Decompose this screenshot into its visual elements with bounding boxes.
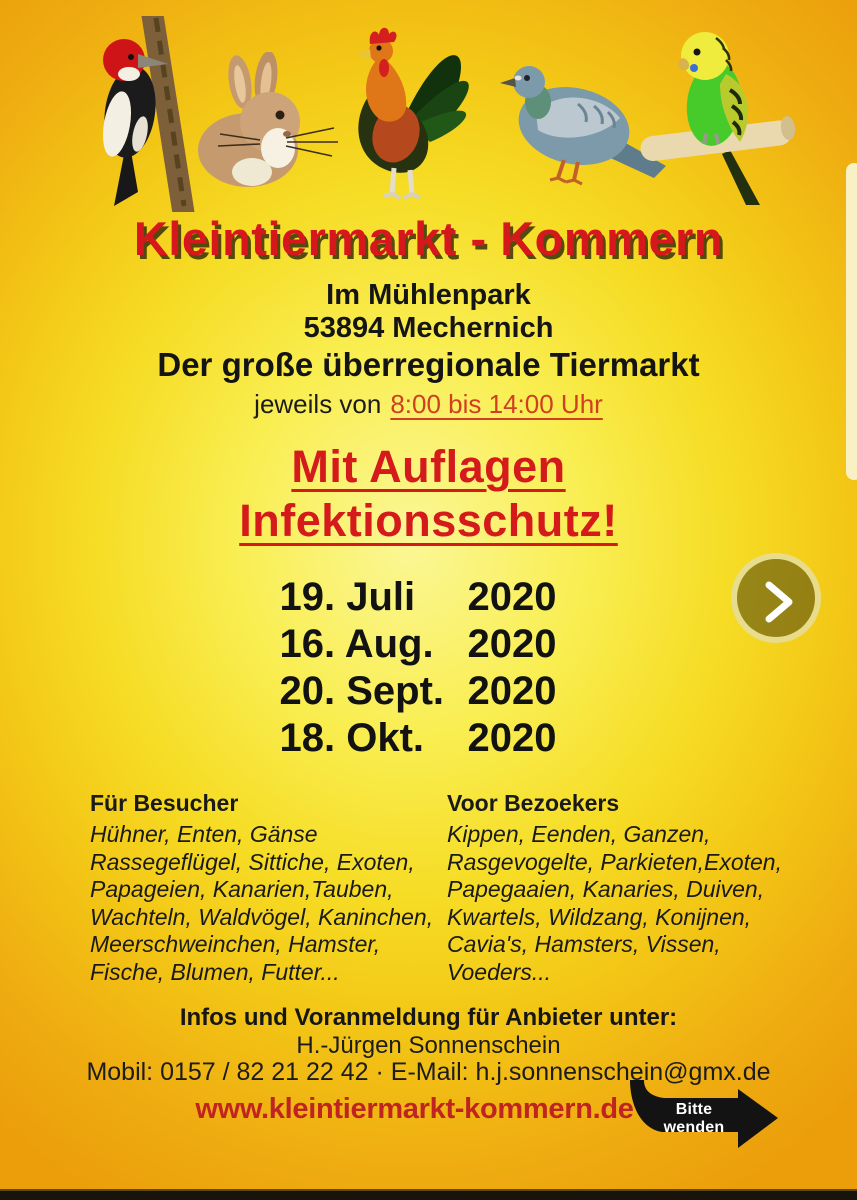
flyer-title: Kleintiermarkt - Kommern <box>133 212 724 265</box>
contact-name: H.-Jürgen Sonnenschein <box>296 1032 561 1059</box>
date-day-month: 16. Aug. <box>279 622 434 666</box>
opening-hours-prefix: jeweils von <box>254 389 382 419</box>
date-year: 2020 <box>467 669 557 713</box>
location-line1: Im Mühlenpark <box>326 279 531 311</box>
next-image-button[interactable] <box>731 553 821 643</box>
rooster-image <box>326 22 486 202</box>
notice-line2: Infektionsschutz! <box>239 495 618 546</box>
location-line2: 53894 Mechernich <box>303 312 554 344</box>
contact-phone-email: Mobil: 0157 / 82 21 22 42 · E-Mail: h.j.sonnenschein@gmx.de <box>86 1058 771 1086</box>
species-line: Rasgevogelte, Parkieten,Exoten, <box>447 848 782 875</box>
contact-heading: Infos und Voranmeldung für Anbieter unter: <box>179 1004 678 1031</box>
turn-over-label: Bitte wenden <box>663 1101 725 1136</box>
animal-illustrations <box>0 0 857 215</box>
visitors-heading-nl: Voor Bezoekers <box>447 790 620 816</box>
budgerigar-image <box>638 12 803 207</box>
date-row <box>280 621 578 668</box>
viewer-bottom-bar <box>0 1189 857 1200</box>
date-year: 2020 <box>467 716 557 760</box>
date-row <box>280 574 578 621</box>
species-line: Rassegeflügel, Sittiche, Exoten, <box>90 848 415 875</box>
species-line: Wachteln, Waldvögel, Kaninchen, <box>90 903 434 930</box>
species-line: Kippen, Eenden, Ganzen, <box>447 821 711 847</box>
turn-over-arrow <box>630 1080 780 1150</box>
rabbit-image <box>190 52 340 192</box>
visitors-column-dutch <box>447 790 807 986</box>
date-day-month: 18. Okt. <box>279 716 425 760</box>
chevron-right-icon <box>761 579 797 625</box>
opening-hours-value: 8:00 bis 14:00 Uhr <box>390 389 603 419</box>
visitors-column-german <box>90 790 450 986</box>
scrollbar-thumb[interactable] <box>846 163 857 480</box>
species-line: Meerschweinchen, Hamster, <box>90 931 381 957</box>
date-day-month: 20. Sept. <box>279 669 445 713</box>
website-url: www.kleintiermarkt-kommern.de <box>195 1093 634 1125</box>
notice-line1: Mit Auflagen <box>291 441 566 492</box>
opening-hours <box>0 389 857 420</box>
visitors-heading-de: Für Besucher <box>90 790 239 816</box>
date-year: 2020 <box>467 622 557 666</box>
species-line: Voeders... <box>447 958 551 985</box>
species-line: Fische, Blumen, Futter... <box>90 958 340 985</box>
date-day-month: 19. Juli <box>279 575 416 619</box>
species-line: Kwartels, Wildzang, Konijnen, <box>447 903 752 930</box>
market-dates <box>0 574 857 762</box>
flyer-subtitle: Der große überregionale Tiermarkt <box>157 346 700 383</box>
date-row <box>280 715 578 762</box>
species-line: Papegaaien, Kanaries, Duiven, <box>447 876 765 902</box>
species-line: Hühner, Enten, Gänse <box>90 821 318 847</box>
date-row <box>280 668 578 715</box>
date-year: 2020 <box>467 575 557 619</box>
species-line: Papageien, Kanarien,Tauben, <box>90 876 394 902</box>
species-line: Cavia's, Hamsters, Vissen, <box>447 931 721 957</box>
